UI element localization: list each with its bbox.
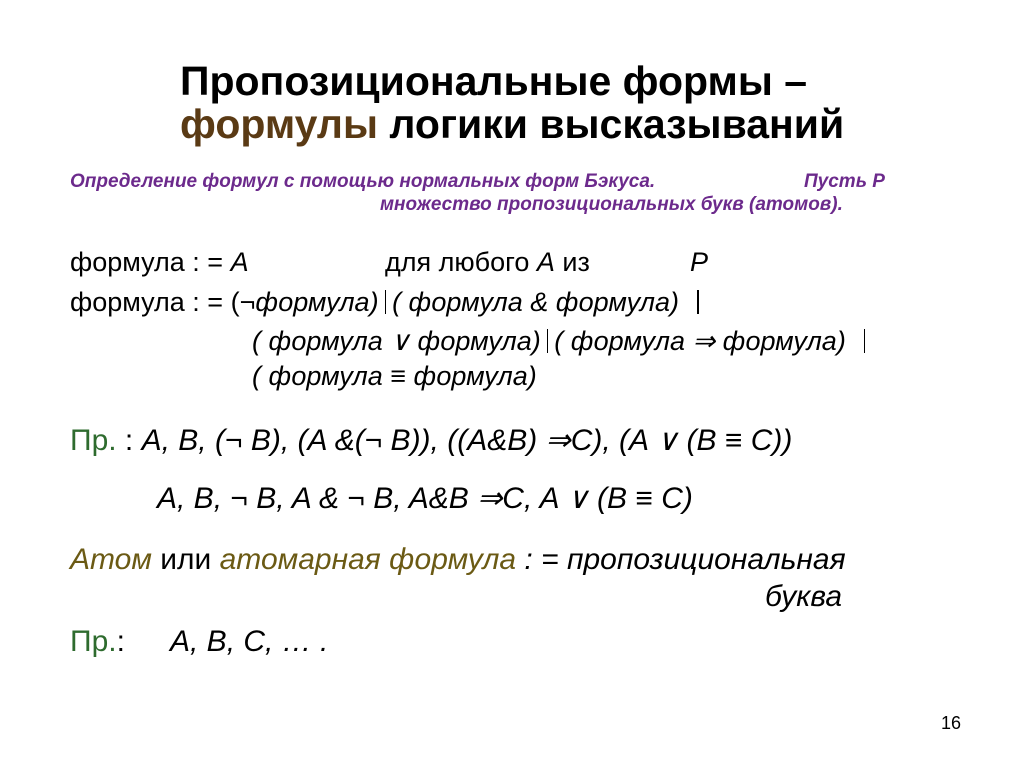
examples-colon: : (116, 424, 142, 457)
definition-line1: Определение формул с помощью нормальных форм Бэкуса. (70, 171, 656, 192)
atomic-formula-term: атомарная формула (219, 543, 517, 576)
examples2-colon: : (116, 625, 125, 658)
alternative-bar (697, 290, 699, 314)
rule1-var: A (230, 247, 249, 277)
rule2-lhs: формула : = ( (70, 287, 240, 317)
atom-examples: A, B, C, … . (170, 625, 329, 658)
page-number: 16 (941, 713, 962, 733)
definition-line2: множество пропозициональных букв (атомов). (380, 194, 843, 215)
grammar-rule-1-condition (385, 246, 590, 278)
definition-line1-tail: Пусть P (804, 171, 885, 192)
atom-definition-line2: буква (765, 580, 843, 613)
grammar-rule-1 (70, 246, 249, 278)
rule3-or: ( формула ∨ формула) (252, 326, 541, 356)
title-highlight-word: формулы (180, 101, 378, 147)
rule2-neg: ¬формула) (239, 287, 379, 317)
slide-title-line2 (180, 101, 844, 147)
examples-line-3 (70, 624, 125, 660)
grammar-rule-4: ( формула ≡ формула) (252, 361, 537, 391)
alternative-bar (864, 329, 866, 353)
rule1-lhs: формула : = (70, 247, 231, 277)
alternative-bar (547, 329, 549, 353)
examples2-label: Пр. (70, 625, 117, 658)
atom-definition (70, 542, 846, 578)
example-formulas: A, B, (¬ B), (A &(¬ B)), ((A&B) ⇒C), (A ∨ (B ≡ C)) (141, 424, 793, 457)
rule3-impl: ( формула ⇒ формула) (554, 326, 846, 356)
atom-term: Атом (70, 543, 152, 576)
rule1-var2: A (536, 247, 555, 277)
atom-def: : = пропозициональная (516, 543, 846, 576)
rule1-mid: для любого (385, 247, 537, 277)
grammar-rule-3 (252, 325, 871, 357)
or-word: или (151, 543, 220, 576)
examples-line-2: A, B, ¬ B, A & ¬ B, A&B ⇒C, A ∨ (B ≡ C) (157, 482, 693, 515)
slide-title-line1: Пропозициональные формы – (180, 58, 808, 104)
examples-label: Пр. (70, 424, 117, 457)
rule1-set: P (690, 247, 709, 277)
title-rest: логики высказываний (378, 101, 845, 147)
rule2-and: ( формула & формула) (392, 287, 680, 317)
rule1-from: из (554, 247, 590, 277)
alternative-bar (385, 290, 387, 314)
grammar-rule-2 (70, 286, 705, 318)
examples-line-1 (70, 423, 792, 459)
